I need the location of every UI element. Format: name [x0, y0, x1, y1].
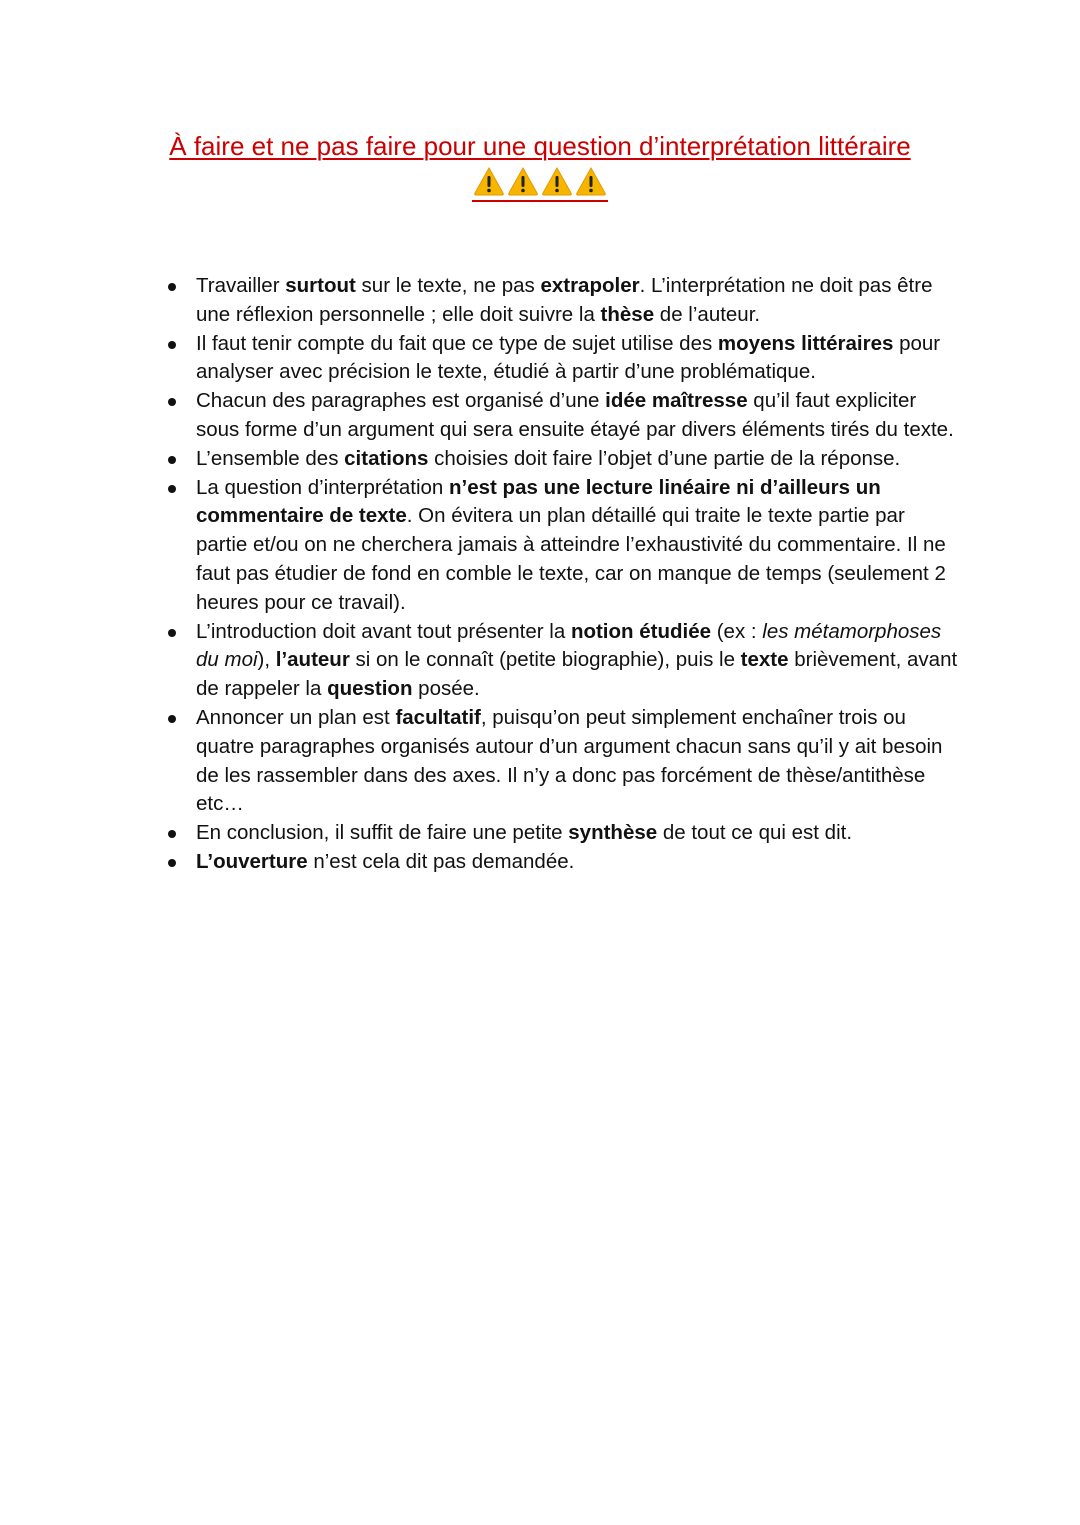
list-item [160, 848, 960, 877]
bullet-list [160, 272, 960, 877]
text-segment: de tout ce qui est dit. [657, 821, 853, 845]
bullet-dot-icon [168, 341, 176, 349]
warning-icons-group [472, 166, 608, 202]
text-segment: (ex : [711, 619, 763, 643]
text-segment: La question d’interprétation [196, 475, 450, 499]
bold-text: l’auteur [275, 648, 350, 672]
text-segment: brièvement, avant de rappeler la [196, 648, 958, 701]
text-segment: si on le connaît (petite biographie), puis le [349, 648, 741, 672]
bullet-dot-icon [168, 456, 176, 464]
bullet-dot-icon [168, 283, 176, 291]
italic-text: les métamorphoses du moi [196, 619, 942, 672]
text-segment: . L’interprétation ne doit pas être une réflexion personnelle ; elle doit suivre la [196, 274, 933, 326]
text-segment: n’est cela dit pas demandée. [307, 849, 575, 873]
list-item [160, 387, 960, 445]
bullet-dot-icon [168, 629, 176, 637]
text-segment: En conclusion, il suffit de faire une petite [196, 821, 569, 845]
bullet-dot-icon [168, 830, 176, 838]
bold-text: extrapoler [540, 274, 640, 297]
bold-text: thèse [600, 302, 655, 326]
text-segment: L’ensemble des [196, 446, 345, 470]
text-segment: Annoncer un plan est [196, 705, 396, 729]
text-segment: qu’il faut expliciter sous forme d’un argument qui sera ensuite étayé par divers éléments tirés du texte. [196, 389, 954, 441]
bullet-dot-icon [168, 398, 176, 406]
bold-text: question [327, 677, 413, 701]
bold-text: idée maîtresse [605, 389, 748, 413]
bold-text: n’est pas une lecture linéaire ni d’ailleurs un commentaire de texte [196, 475, 881, 528]
bold-text: facultatif [395, 705, 481, 729]
text-segment: , puisqu’on peut simplement enchaîner trois ou quatre paragraphes organisés autour d’un argument chacun sans qu’il y ait besoin de les rassembler dans des axes. Il n’y a donc pas forcément de thèse/antithèse etc… [196, 705, 943, 816]
list-item [160, 819, 960, 848]
warning-icons-row [0, 166, 1080, 202]
text-segment: L’introduction doit avant tout présenter la [196, 619, 571, 643]
text-segment: choisies doit faire l’objet d’une partie de la réponse. [428, 446, 901, 470]
bold-text: surtout [285, 274, 356, 297]
bullet-dot-icon [168, 715, 176, 723]
bold-text: L’ouverture [196, 849, 308, 873]
warning-icon [541, 166, 573, 196]
warning-icon [575, 166, 607, 196]
text-segment: Chacun des paragraphes est organisé d’une [196, 389, 606, 413]
list-item [160, 272, 960, 330]
list-item [160, 618, 960, 704]
list-item [160, 474, 960, 618]
bold-text: moyens littéraires [717, 331, 894, 355]
text-segment: Travailler [196, 274, 286, 297]
list-item [160, 330, 960, 388]
text-segment: de l’auteur. [654, 302, 761, 326]
text-segment: posée. [412, 677, 480, 701]
bold-text: texte [740, 648, 789, 672]
text-segment: . On évitera un plan détaillé qui traite le texte partie par partie et/ou on ne cherchera jamais à atteindre l’exhaustivité du commentaire. Il ne faut pas étudier de fond en comble le texte, car on manque de temps (seulement 2 heures pour ce travail). [196, 504, 946, 614]
bullet-dot-icon [168, 485, 176, 493]
page-title: À faire et ne pas faire pour une question d’interprétation littéraire [169, 131, 911, 161]
bold-text: citations [344, 446, 429, 470]
bold-text: synthèse [568, 821, 658, 845]
text-segment: ), [257, 648, 276, 672]
text-segment: Il faut tenir compte du fait que ce type de sujet utilise des [196, 331, 718, 355]
bold-text: notion étudiée [570, 619, 712, 643]
text-segment: pour analyser avec précision le texte, étudié à partir d’une problématique. [196, 331, 941, 384]
bullet-dot-icon [168, 859, 176, 867]
text-segment: sur le texte, ne pas [355, 274, 541, 297]
warning-icon [507, 166, 539, 196]
warning-icon [473, 166, 505, 196]
list-item [160, 704, 960, 819]
list-item [160, 445, 960, 474]
